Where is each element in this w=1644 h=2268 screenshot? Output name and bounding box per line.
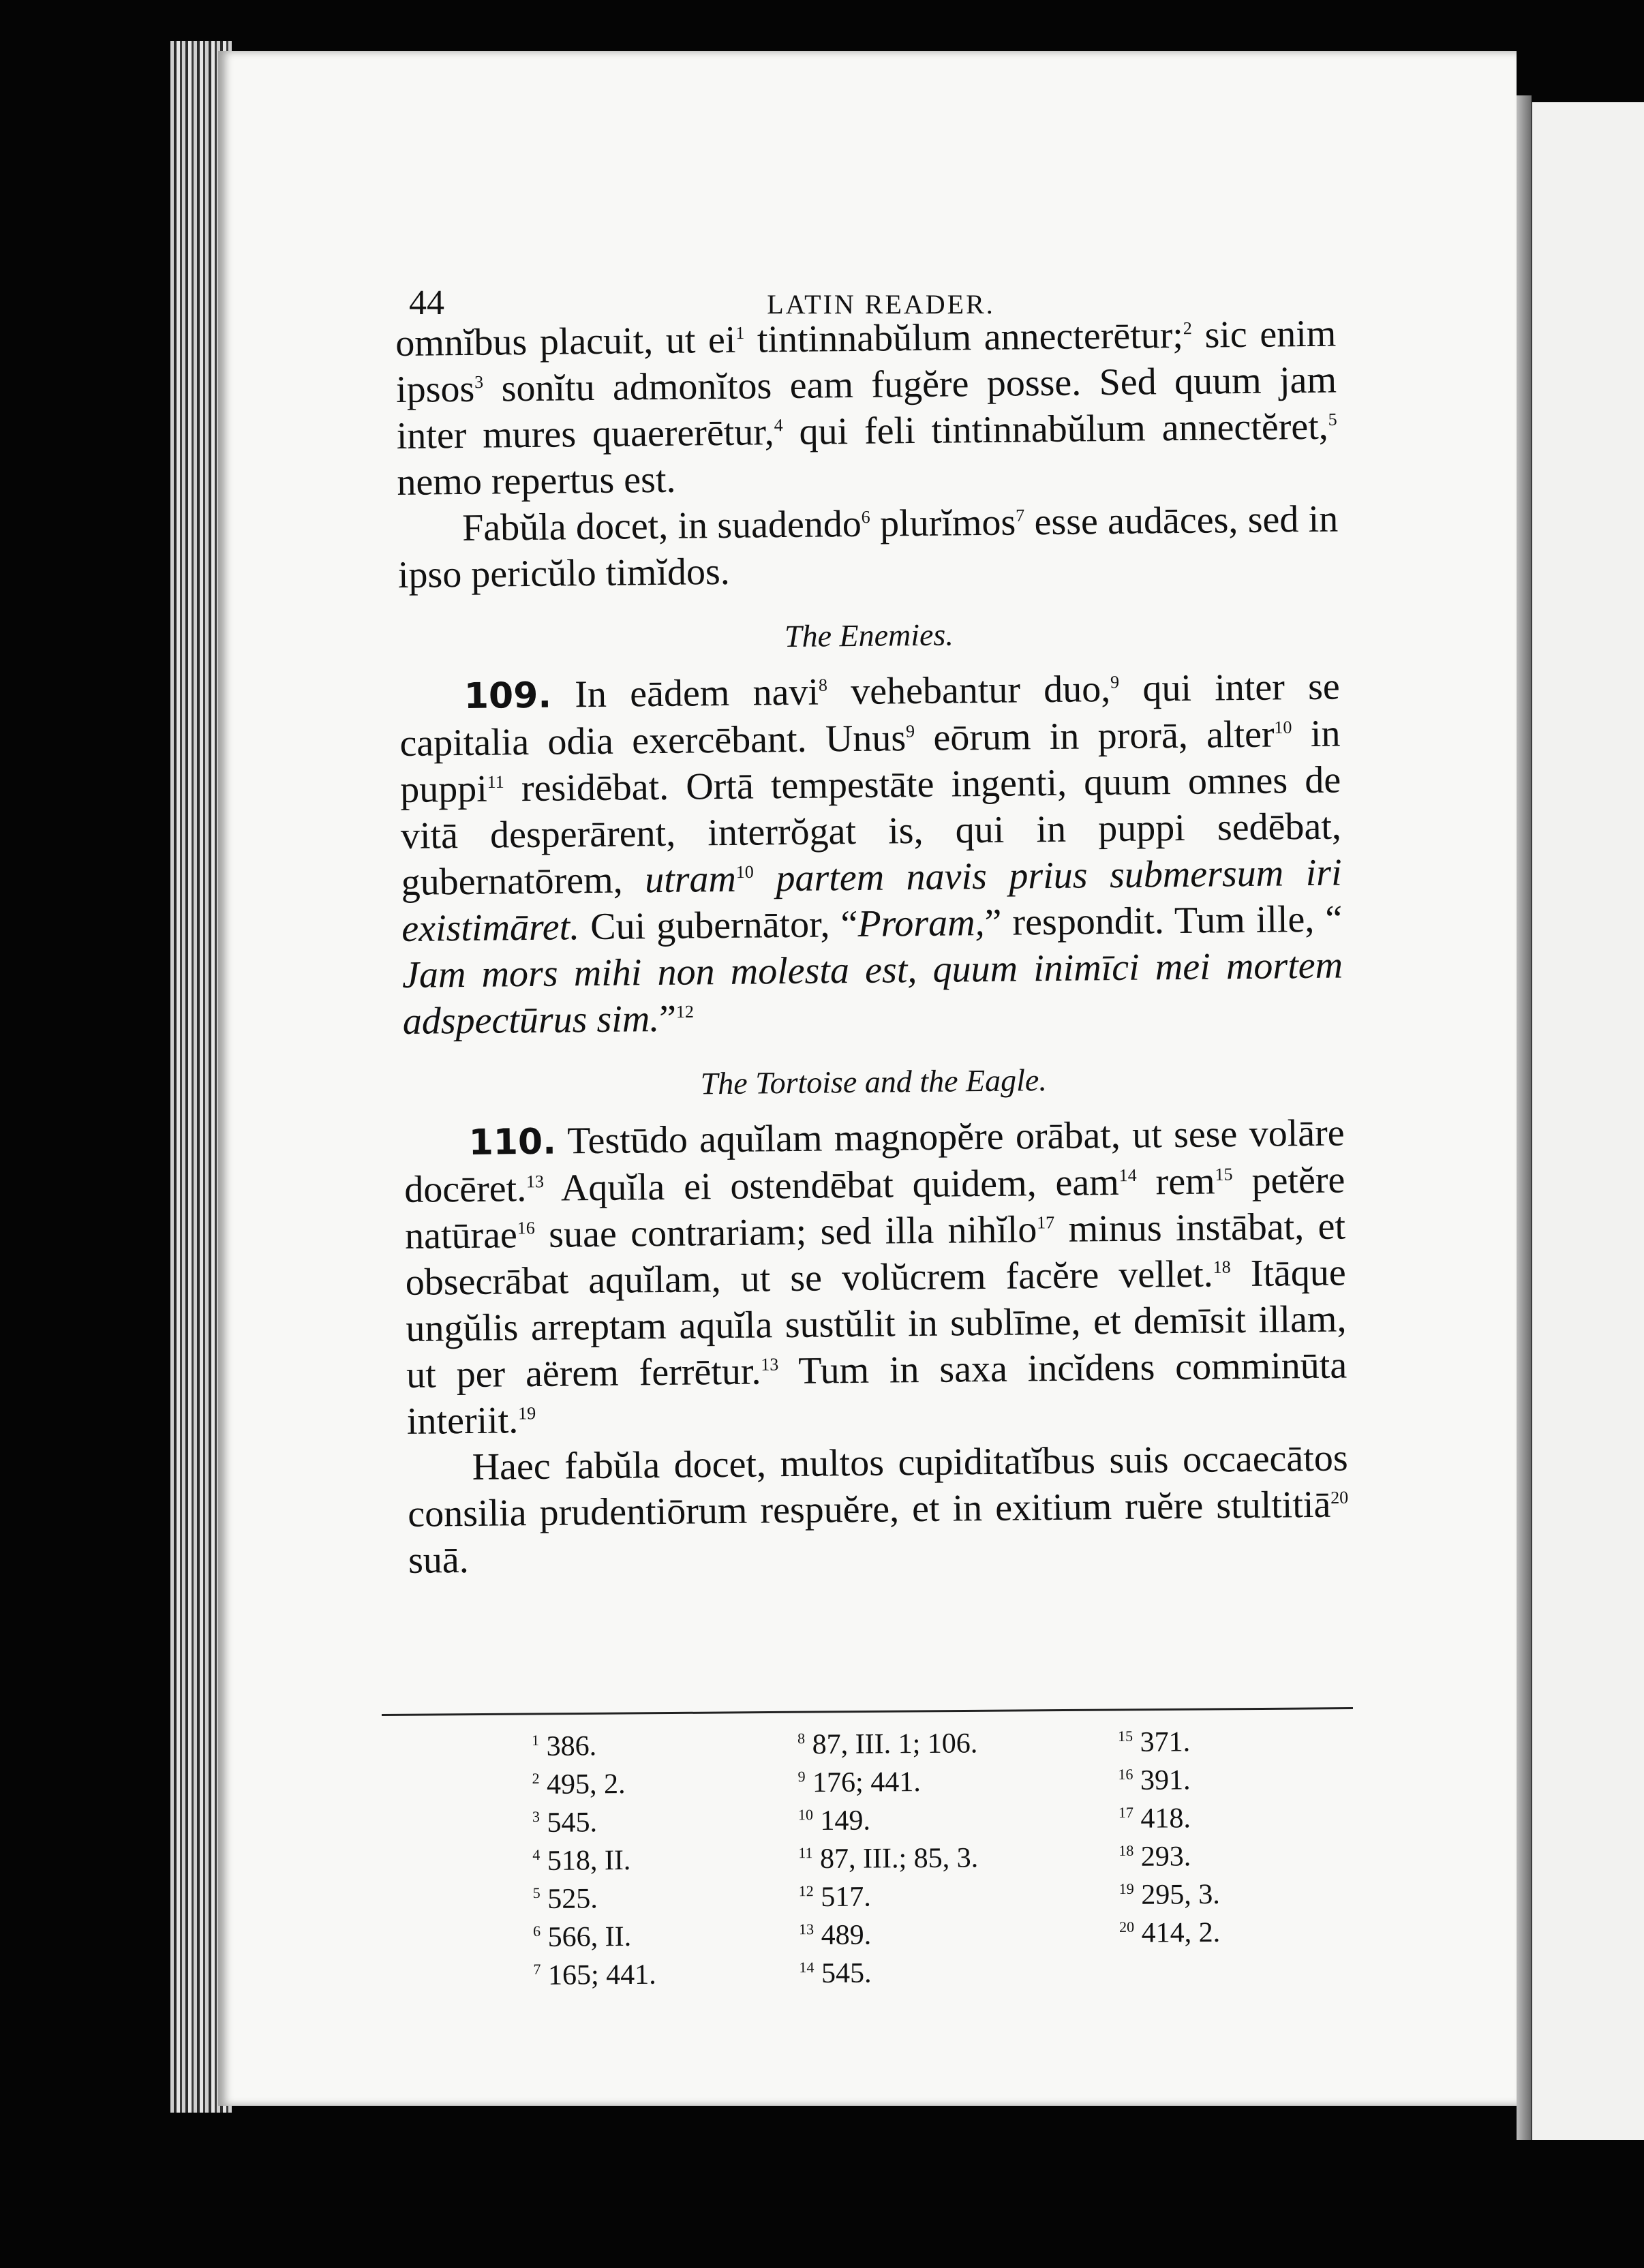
footnote-item: $^{16}$ 391.	[1118, 1764, 1191, 1796]
paragraph-continuation: omnĭbus placuit, ut $ei^1$ tintinnabŭlum annecterētur;$^2$ sic enim ipsos$^3$ sonĭtu admonĭtos eam fugĕre posse. Sed quum jam inter mures quaererētur,$^4$ qui feli tintinnabŭlum annectĕret,$^5$ nemo repertus est.	[395, 312, 1337, 504]
footnote-item: $^{13}$ 489.	[798, 1919, 872, 1952]
footnote-item: $^{19}$ 295, 3.	[1118, 1878, 1220, 1911]
page-header	[218, 228, 1517, 322]
page-gutter-edge	[1517, 95, 1532, 2140]
footnote-item: $^{18}$ 293.	[1118, 1841, 1191, 1873]
section-110-paragraph: 110. Testūdo aquĭlam magnopĕre orābat, ut sese volāre docēret.$^{13}$ Aquĭla ei ostendēbat quidem, eam$^{14}$ rem$^{15}$ petĕre natūrae$^{16}$ suae contrariam; sed illa nihĭlo$^{17}$ minus instābat, et obsecrābat aquĭlam, ut se volŭcrem facĕre vellet.$^{18}$ Itāque ungŭlis arreptam aquĭla sustŭlit in sublīme, et demīsit illam, ut per aërem ferrētur.$^{13}$ Tum in saxa incĭdens comminūta interiit.$^{19}$	[404, 1112, 1348, 1443]
section-title-110: The Tortoise and the Eagle.	[700, 1062, 1048, 1101]
footnote-item: $^5$ 525.	[532, 1883, 598, 1915]
footnote-item: $^{14}$ 545.	[799, 1957, 872, 1990]
moral-paragraph-1: Fabŭla docet, in suadendo$^6$ plurĭmos$^7$ esse audāces, sed in ipso pericŭlo timĭdos.	[397, 497, 1339, 596]
footnote-item: $^{12}$ 517.	[798, 1881, 871, 1914]
footnote-item: $^9$ 176; 441.	[797, 1766, 921, 1799]
running-head: LATIN READER.	[767, 289, 995, 320]
footnote-item: $^{20}$ 414, 2.	[1118, 1916, 1221, 1949]
footnote-item: $^4$ 518, II.	[532, 1844, 631, 1877]
footnote-item: $^7$ 165; 441.	[533, 1959, 656, 1991]
footnote-column-2	[797, 1723, 1120, 1993]
footnote-item: $^{17}$ 418.	[1118, 1803, 1191, 1835]
footnote-column-3	[1118, 1722, 1324, 1991]
section-title-109: The Enemies.	[784, 617, 954, 654]
page-body	[395, 311, 1349, 1584]
facing-page-edge	[1532, 102, 1644, 2140]
footnote-column-1	[532, 1726, 800, 1995]
footnote-item: $^{15}$ 371.	[1118, 1726, 1191, 1758]
footnote-item: $^2$ 495, 2.	[532, 1768, 626, 1800]
footnote-item: $^6$ 566, II.	[532, 1920, 632, 1953]
footnote-item: $^{10}$ 149.	[797, 1805, 871, 1837]
section-number-110: 110.	[468, 1121, 557, 1163]
footnote-item: $^{11}$ 87, III.; 85, 3.	[798, 1842, 979, 1875]
book-page	[218, 51, 1517, 2106]
moral-paragraph-2: Haec fabŭla docet, multos cupiditatĭbus suis occaecātos consilia prudentiōrum respuĕre, et in exitium ruĕre stultitiā$^{20}$ suā.	[408, 1437, 1349, 1582]
footnote-item: $^1$ 386.	[532, 1730, 597, 1762]
footnote-divider	[382, 1707, 1353, 1716]
section-number-109: 109.	[463, 675, 552, 717]
footnote-item: $^8$ 87, III. 1; 106.	[797, 1728, 978, 1761]
section-109-paragraph: 109. In eādem navi$^8$ vehebantur duo,$^9$ qui inter se capitalia odia exercēbant. Unus$^9$ eōrum in prorā, alter$^{10}$ in puppi$^{11}$ residēbat. Ortā tempestāte ingenti, quum omnes de vitā desperārent, interrŏgat is, qui in puppi sedēbat, gubernatōrem, utram$^{10}$ partem navis prius submersum iri existimāret. Cui gubernātor, “Proram,” respondit. Tum ille, “ Jam mors mihi non molesta est, quum inimīci mei mortem adspectūrus sim.”$^{12}$	[399, 665, 1343, 1043]
footnote-item: $^3$ 545.	[532, 1807, 598, 1839]
footnotes	[532, 1721, 1379, 1995]
page-number: 44	[409, 284, 444, 322]
